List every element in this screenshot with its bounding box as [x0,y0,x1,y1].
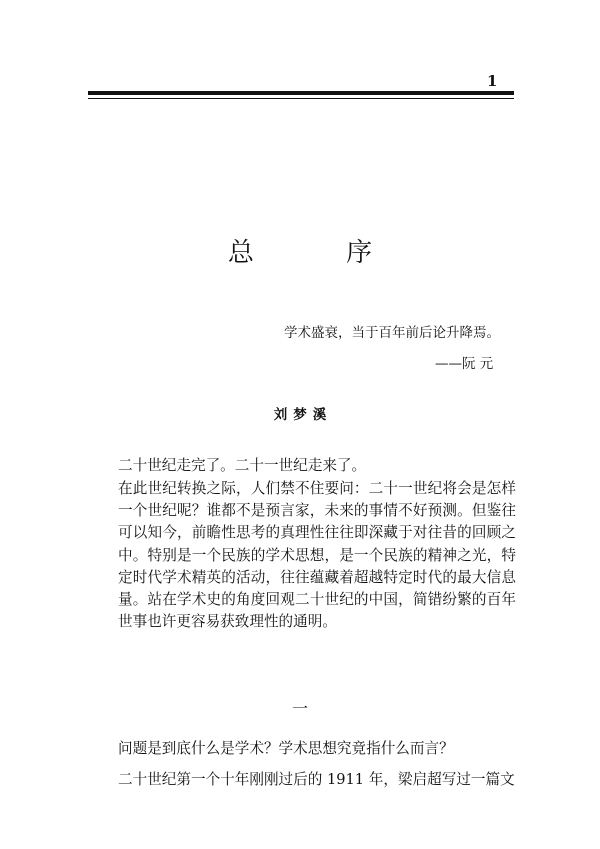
epigraph-source: ——阮 元 [435,356,494,372]
section-paragraph-1: 问题是到底什么是学术？学术思想究竟指什么而言？ [118,740,454,757]
header-rule-thick [88,91,514,95]
author-name: 刘梦溪 [273,407,333,423]
epigraph-quote: 学术盛衰，当于百年前后论升降焉。 [284,325,500,341]
section-number: 一 [291,699,308,718]
section-paragraph-2: 二十世纪第一个十年刚刚过后的 1911 年，梁启超写过一篇文 [118,771,515,788]
body-paragraph-2: 在此世纪转换之际，人们禁不住要问：二十一世纪将会是怎样一个世纪呢？谁都不是预言家，未来的事情不好预测。但鉴往可以知今，前瞻性思考的真理性往往即深藏于对往昔的回顾之中。特别是一个民族的学术思想，是一个民族的精神之光，特定时代学术精英的活动，往往蕴藏着超越特定时代的最大信息量。站在学术史的角度回观二十世纪的中国，简错纷繁的百年世事也许更容易获致理性的通明。 [118,480,516,631]
header-rule-thin [88,98,514,99]
page-number: 1 [487,72,498,90]
page-title: 总 序 [227,238,415,268]
body-paragraph-1: 二十世纪走完了。二十一世纪走来了。 [118,457,367,474]
